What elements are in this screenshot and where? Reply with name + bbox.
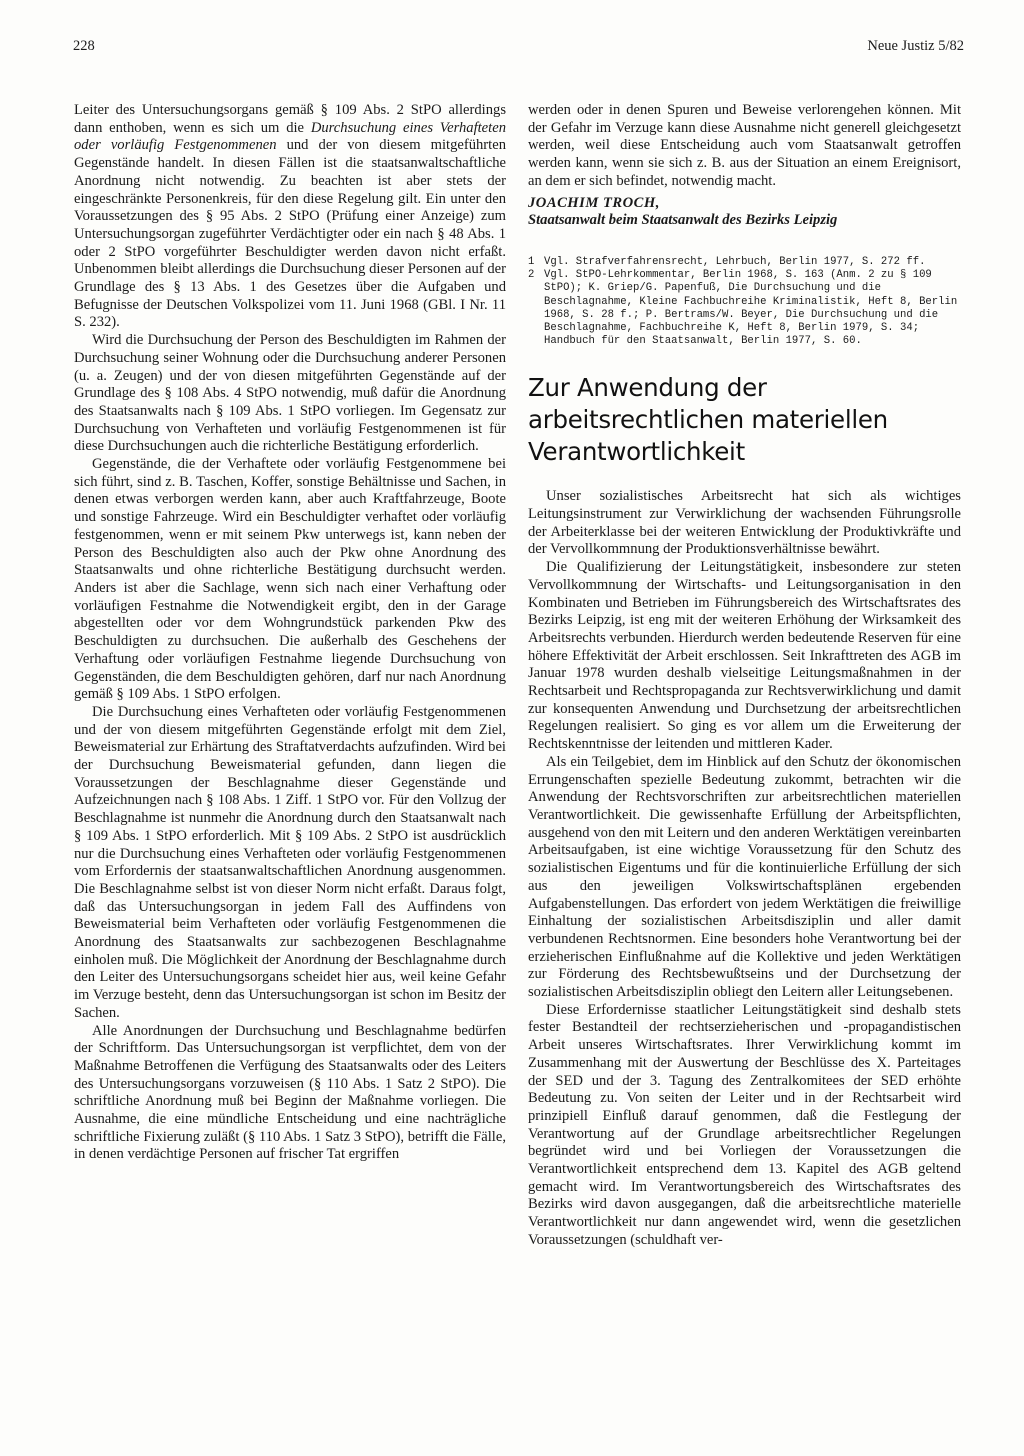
author-affiliation: Staatsanwalt beim Staatsanwalt des Bezirks Leipzig <box>528 212 838 229</box>
footnote-number: 2 <box>528 269 535 282</box>
journal-issue: Neue Justiz 5/82 <box>867 38 964 54</box>
footnote-text: Vgl. Strafverfahrensrecht, Lehrbuch, Berlin 1977, S. 272 ff. <box>544 255 926 268</box>
emphasis-text: Durchsuchung eines Verhafteten oder vorläufig Festgenommenen <box>74 119 506 154</box>
footnote <box>528 269 961 348</box>
footnote-text: Vgl. StPO-Lehrkommentar, Berlin 1968, S. 163 (Anm. 2 zu § 109 StPO); K. Griep/G. Papenfuß, Die Durchsuchung und die Beschlagnahme, Kleine Fachbuchreihe Kriminalistik, Heft 8, Berlin 1968, S. 28 f.; P. Bertrams/W. Beyer, Die Durchsuchung und die Beschlagnahme, Fachbuchreihe K, Heft 8, Berlin 1979, S. 34; Handbuch für den Staatsanwalt, Berlin 1977, S. 60. <box>544 269 958 348</box>
paragraph-text: und der von diesem mitgeführten Gegenstände handelt. In diesen Fällen ist die staatsanwaltschaftliche Anordnung nicht notwendig. Zu beachten ist aber stets der eingeschränkte Personenkreis, für den diese Regelung gilt. Ein unter den Voraussetzungen des § 95 Abs. 2 StPO (Prüfung einer Anzeige) zum Untersuchungsorgan zugeführter Verdächtigter oder ein nach § 48 Abs. 1 oder 2 StPO vorgeführter Beschuldigter werden davon nicht erfaßt. Unbenommen bleibt allerdings die Durchsuchung dieser Personen auf der Grundlage des § 13 Abs. 1 des Gesetzes über die Aufgaben und Befugnisse der Deutschen Volkspolizei vom 11. Juni 1968 (GBl. I Nr. 11 S. 232). <box>74 137 506 331</box>
page-header <box>0 38 1024 62</box>
paragraph: Die Qualifizierung der Leitungstätigkeit, insbesondere zur steten Vervollkommnung der Wirtschafts- und Leitungsorganisation in den Kombinaten und Betrieben im Führungsbereich des Wirtschaftsrates des Bezirks Leipzig, ist eng mit der weiteren Erhöhung der Wirksamkeit des Arbeitsrechts verbunden. Hierdurch werden bedeutende Reserven für eine höhere Effektivität der Arbeit erschlossen. Seit Inkrafttreten des AGB im Januar 1978 wurden deshalb vielseitige Leitungsmaßnahmen in der Rechtsarbeit und Rechtspropaganda zur Rechtsverwirklichung und damit zur konsequenten Anwendung und Durchsetzung der arbeitsrechtlichen Regelungen realisiert. So ging es vor allem um die Erweiterung der Rechtskenntnisse der leitenden und mittleren Kader. <box>528 559 961 753</box>
footnote-number: 1 <box>528 255 535 268</box>
paragraph: Alle Anordnungen der Durchsuchung und Beschlagnahme bedürfen der Schriftform. Das Untersuchungsorgan ist verpflichtet, dem von der Maßnahme Betroffenen die Verfügung des Staatsanwalts oder des Leiters des Untersuchungsorgans vorzuweisen (§ 110 Abs. 1 Satz 2 StPO). Die schriftliche Anordnung muß bei Beginn der Maßnahme vorliegen. Die Ausnahme, die eine mündliche Entscheidung und eine nachträgliche schriftliche Fixierung zuläßt (§ 110 Abs. 1 Satz 3 StPO), betrifft die Fälle, in denen verdächtige Personen auf frischer Tat ergriffen <box>74 1022 506 1163</box>
footnotes <box>528 256 961 348</box>
paragraph: Unser sozialistisches Arbeitsrecht hat sich als wichtiges Leitungsinstrument zur Verwirklichung der wachsenden Führungsrolle der Arbeiterklasse bei der weiteren Entwicklung der Produktivkräfte und der Vervollkommnung der Produktionsverhältnisse bewährt. <box>528 488 961 558</box>
paragraph: Die Durchsuchung eines Verhafteten oder vorläufig Festgenommenen und der von diesem mitgeführten Gegenstände erfolgt mit dem Ziel, Beweismaterial zur Erhärtung des Straftatverdachts aufzufinden. Wird bei der Durchsuchung Beweismaterial gefunden, dann liegen die Voraussetzungen der Beschlagnahme dieser Gegenstände und Aufzeichnungen nach § 108 Abs. 1 Ziff. 1 StPO vor. Für den Vollzug der Beschlagnahme ist nunmehr die Anordnung durch den Staatsanwalt nach § 109 Abs. 1 StPO erforderlich. Mit § 109 Abs. 2 StPO ist ausdrücklich nur die Durchsuchung eines Verhafteten oder vorläufig Festgenommenen vom Erfordernis der staatsanwaltschaftlichen Anordnung ausgenommen. Die Beschlagnahme selbst ist von dieser Norm nicht erfaßt. Daraus folgt, daß das Untersuchungsorgan in jedem Fall des Auffindens von Beweismaterial beim Verhafteten oder vorläufig Festgenommenen die Anordnung des Staatsanwalts zur sachbezogenen Beschlagnahme einholen muß. Die Möglichkeit der Anordnung der Beschlagnahme durch den Leiter des Untersuchungsorgans scheidet hier aus, weil keine Gefahr im Verzuge besteht, denn das Untersuchungsorgan ist schon im Besitz der Sachen. <box>74 703 506 1021</box>
footnote <box>528 256 961 269</box>
paragraph: Diese Erfordernisse staatlicher Leitungstätigkeit sind deshalb stets fester Bestandteil der rechtserzieherischen und -propagandistischen Arbeit unseres Wirtschaftsrates. Ihrer Verwirklichung kommt im Zusammenhang mit der Auswertung der Beschlüsse des X. Parteitages der SED und der 3. Tagung des Zentralkomitees der SED erhöhte Bedeutung zu. Von seiten der Leiter und in der Rechtsarbeit wird prinzipiell Einfluß darauf genommen, daß die Festlegung der Verantwortung auf der Grundlage arbeitsrechtlicher Regelungen begründet wird und bei Vorliegen der Voraussetzungen die Verantwortlichkeit entsprechend dem 13. Kapitel des AGB geltend gemacht wird. Im Verantwortungsbereich des Wirtschaftsrates des Bezirks wird davon ausgegangen, daß die arbeitsrechtliche materielle Verantwortlichkeit nur dann angewendet wird, wenn die gesetzlichen Voraussetzungen (schuldhaft ver- <box>528 1001 961 1248</box>
paragraph <box>74 102 506 332</box>
paragraph: Wird die Durchsuchung der Person des Beschuldigten im Rahmen der Durchsuchung seiner Wohnung oder die Durchsuchung anderer Personen (u. a. Zeugen) und der von diesen mitgeführten Gegenstände auf der Grundlage des § 108 Abs. 4 StPO notwendig, muß dafür die Anordnung des Staatsanwalts nach § 109 Abs. 1 StPO vorliegen. Im Gegensatz zur Durchsuchung von Verhafteten und vorläufig Festgenommenen ist für diese Durchsuchungen auch die richterliche Bestätigung erforderlich. <box>74 332 506 455</box>
paragraph-text: Leiter des Untersuchungsorgans gemäß § 109 Abs. 2 StPO allerdings dann enthoben, wenn es sich um die <box>74 102 506 136</box>
left-column <box>74 102 506 1402</box>
paragraph: Gegenstände, die der Verhaftete oder vorläufig Festgenommene bei sich führt, sind z. B. Taschen, Koffer, sonstige Behältnisse und Sachen, in denen etwas verborgen werden kann, aber auch Kraftfahrzeuge, Boote und sonstige Fahrzeuge. Wird ein Beschuldigter verhaftet oder vorläufig festgenommen, wenn er mit seinem Pkw unterwegs ist, kann neben der Person des Beschuldigten also auch der Pkw ohne Anordnung des Staatsanwalts und ohne richterliche Bestätigung durchsucht werden. Anders ist aber die Sachlage, wenn sich nach einer Verhaftung oder vorläufigen Festnahme die Notwendigkeit ergibt, den in der Garage abgestellten oder vor dem Wohngrundstück parkenden Pkw des Beschuldigten zu durchsuchen. Die außerhalb des Geschehens der Verhaftung oder vorläufigen Festnahme liegende Durchsuchung von Gegenständen, die dem Beschuldigten gehören, darf nur nach Anordnung gemäß § 109 Abs. 1 StPO erfolgen. <box>74 456 506 703</box>
paragraph: Als ein Teilgebiet, dem im Hinblick auf den Schutz der ökonomischen Errungenschaften spezielle Bedeutung zukommt, betrachten wir die Anwendung der Rechtsvorschriften zur arbeitsrechtlichen materiellen Verantwortlichkeit. Die gewissenhafte Erfüllung der Arbeitspflichten, ausgehend von den mit Leitern und den anderen Werktätigen vereinbarten Arbeitsaufgaben, ist eine wichtige Voraussetzung für den Schutz des sozialistischen Eigentums und für die kontinuierliche Erfüllung der sich aus den jeweiligen Volkswirtschaftsplänen ergebenden Aufgabenstellungen. Das erfordert von jedem Werktätigen die freiwillige Einhaltung der sozialistischen Arbeitsdisziplin und aller damit verbundenen Rechtsnormen. Eine besonders hohe Verantwortung bei der erzieherischen Einflußnahme auf die Kollektive und jeden Werktätigen zur Förderung des Rechtsbewußtseins und der Durchsetzung der sozialistischen Arbeitsdisziplin obliegt den Leitern aller Leitungsebenen. <box>528 753 961 1001</box>
article-title: Zur Anwendung der arbeitsrechtlichen materiellen Verantwortlichkeit <box>528 373 888 467</box>
right-column <box>528 102 961 1402</box>
paragraph-continuation: werden oder in denen Spuren und Beweise verlorengehen können. Mit der Gefahr im Verzuge kann diese Ausnahme nicht generell gleichgesetzt werden, weil diese Entscheidung auch vom Staatsanwalt getroffen werden kann, wenn sie sich z. B. aus der Situation an einem Ereignisort, an dem er sich befindet, notwendig macht. <box>528 102 961 189</box>
author-name: JOACHIM TROCH, <box>528 194 660 211</box>
page-number: 228 <box>73 38 95 54</box>
